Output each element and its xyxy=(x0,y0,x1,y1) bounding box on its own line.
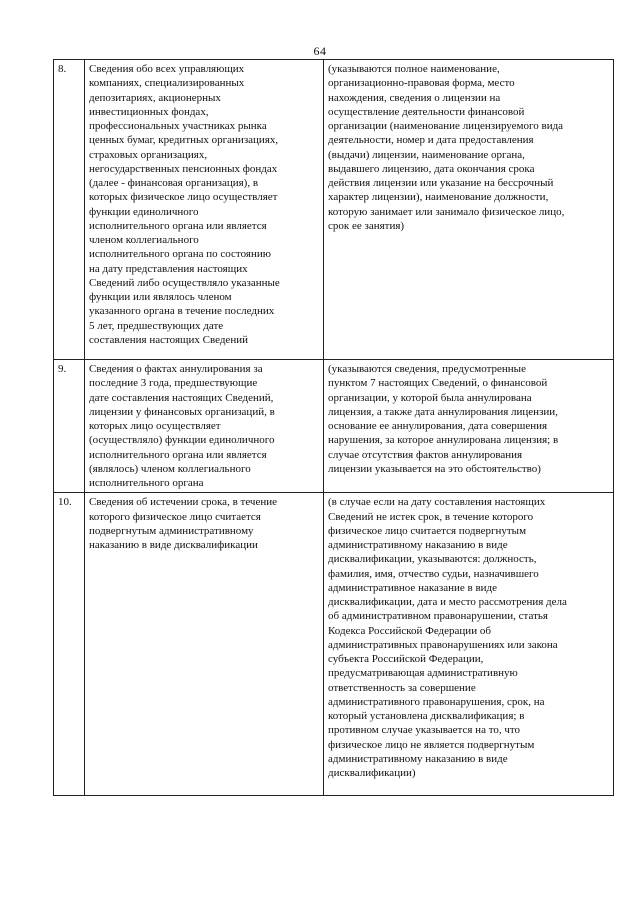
row-description: Сведения об истечении срока, в течение которого физическое лицо считается подвергнутым административному наказанию в виде дисквалификации xyxy=(85,493,324,796)
page-number: 64 xyxy=(313,44,327,58)
row-note: (указываются сведения, предусмотренные пунктом 7 настоящих Сведений, о финансовой организации, у которой была аннулирована лицензия, а также дата аннулирования лицензии, основание ее аннулирования, дата совершения нарушения, за которое аннулирована лицензия; в случае отсутствия фактов аннулирования лицензии указывается на это обстоятельство) xyxy=(324,360,614,493)
table-row xyxy=(54,60,614,360)
table-row xyxy=(54,360,614,493)
row-note: (в случае если на дату составления настоящих Сведений не истек срок, в течение которого физическое лицо считается подвергнутым административному наказанию в виде дисквалификации, указываются: должность, фамилия, имя, отчество судьи, назначившего административное наказание в виде дисквалификации, дата и место рассмотрения дела об административном правонарушении, статья Кодекса Российской Федерации об административных правонарушениях или закона субъекта Российской Федерации, предусматривающая административную ответственность за совершение административного правонарушения, срок, на который установлена дисквалификация; в противном случае указывается на то, что физическое лицо не является подвергнутым административному наказанию в виде дисквалификации) xyxy=(324,493,614,796)
row-note: (указываются полное наименование, организационно-правовая форма, место нахождения, сведения о лицензии на осуществление деятельности финансовой организации (наименование лицензируемого вида деятельности, номер и дата предоставления (выдачи) лицензии, наименование органа, выдавшего лицензию, дата окончания срока действия лицензии или указание на бессрочный характер лицензии), наименование должности, которую занимает или занимало физическое лицо, срок ее занятия) xyxy=(324,60,614,360)
row-description: Сведения о фактах аннулирования за последние 3 года, предшествующие дате составления настоящих Сведений, лицензии у финансовых организаций, в которых лицо осуществляет (осуществляло) функции единоличного исполнительного органа или является (являлось) членом коллегиального исполнительного органа xyxy=(85,360,324,493)
row-number: 10. xyxy=(54,493,85,796)
row-number: 9. xyxy=(54,360,85,493)
row-number: 8. xyxy=(54,60,85,360)
information-table xyxy=(53,59,614,796)
table-row xyxy=(54,493,614,796)
row-description: Сведения обо всех управляющих компаниях, специализированных депозитариях, акционерных инвестиционных фондах, профессиональных участниках рынка ценных бумаг, кредитных организациях, страховых организациях, негосударственных пенсионных фондах (далее - финансовая организация), в которых физическое лицо осуществляет функции единоличного исполнительного органа или является членом коллегиального исполнительного органа по состоянию на дату представления настоящих Сведений либо осуществляло указанные функции или являлось членом указанного органа в течение последних 5 лет, предшествующих дате составления настоящих Сведений xyxy=(85,60,324,360)
